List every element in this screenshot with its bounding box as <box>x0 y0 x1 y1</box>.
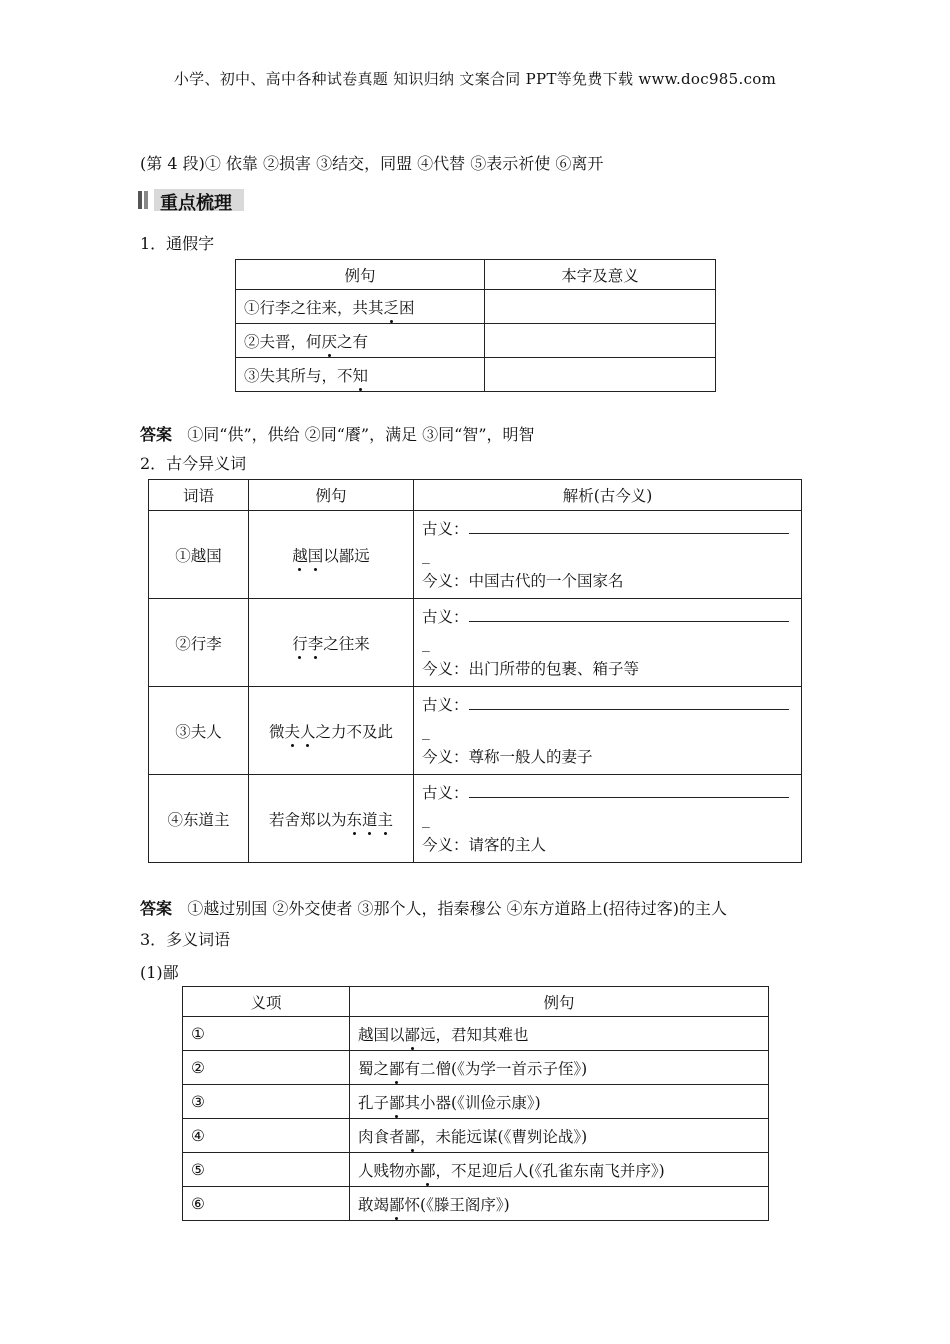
duoyi-table <box>182 986 769 1221</box>
example-cell: ②夫晋，何厌之有 <box>236 324 485 358</box>
section-title: 重点梳理 <box>160 193 232 214</box>
s1-title: 1．通假字 <box>140 234 215 253</box>
analysis-cell: 古义： _ 今义：中国古代的一个国家名 <box>414 511 802 599</box>
answer-blank[interactable] <box>469 783 789 798</box>
table-row <box>149 775 802 863</box>
table-header: 例句 <box>249 480 414 511</box>
example-cell: ③失其所与，不知 <box>236 358 485 392</box>
word-cell: ②行李 <box>149 599 249 687</box>
s2-answer: 答案 ①越过别国 ②外交使者 ③那个人，指秦穆公 ④东方道路上(招待过客)的主人 <box>140 899 728 918</box>
table-row <box>236 290 716 324</box>
table-header: 词语 <box>149 480 249 511</box>
sentence-cell: 若舍郑以为东道主 <box>249 775 414 863</box>
answer-blank[interactable] <box>469 607 789 622</box>
example-cell: 蜀之鄙有二僧(《为学一首示子侄》) <box>350 1051 769 1085</box>
answer-cell <box>485 358 716 392</box>
example-cell: 孔子鄙其小器(《训俭示康》) <box>350 1085 769 1119</box>
table-header: 本字及意义 <box>485 260 716 290</box>
num-cell: ⑥ <box>183 1187 350 1221</box>
table-row <box>183 1153 769 1187</box>
word-cell: ③夫人 <box>149 687 249 775</box>
table-row <box>183 1017 769 1051</box>
table-header: 例句 <box>350 987 769 1017</box>
example-cell: ①行李之往来，共其乏困 <box>236 290 485 324</box>
table-row <box>183 1051 769 1085</box>
tongjiazi-table <box>235 259 716 392</box>
table-row <box>236 324 716 358</box>
sentence-cell: 微夫人之力不及此 <box>249 687 414 775</box>
answer-cell <box>485 290 716 324</box>
sentence-cell: 行李之往来 <box>249 599 414 687</box>
s3-sub: (1)鄙 <box>140 963 179 982</box>
answer-blank[interactable] <box>469 695 789 710</box>
num-cell: ⑤ <box>183 1153 350 1187</box>
num-cell: ③ <box>183 1085 350 1119</box>
analysis-cell: 古义： _ 今义：出门所带的包裹、箱子等 <box>414 599 802 687</box>
s2-title: 2．古今异义词 <box>140 454 247 473</box>
num-cell: ① <box>183 1017 350 1051</box>
s1-answer: 答案 ①同“供”，供给 ②同“餍”，满足 ③同“智”，明智 <box>140 425 535 444</box>
section-heading <box>138 187 244 213</box>
analysis-cell: 古义： _ 今义：请客的主人 <box>414 775 802 863</box>
page-header: 小学、初中、高中各种试卷真题 知识归纳 文案合同 PPT等免费下载 www.doc985.com <box>173 70 777 88</box>
s3-title: 3．多义词语 <box>140 930 231 949</box>
answer-blank[interactable] <box>469 519 789 534</box>
para4-answers: (第 4 段)① 依靠 ②损害 ③结交，同盟 ④代替 ⑤表示祈使 ⑥离开 <box>140 154 604 173</box>
word-cell: ④东道主 <box>149 775 249 863</box>
example-cell: 肉食者鄙，未能远谋(《曹刿论战》) <box>350 1119 769 1153</box>
example-cell: 敢竭鄙怀(《滕王阁序》) <box>350 1187 769 1221</box>
table-row <box>149 687 802 775</box>
table-row <box>183 1187 769 1221</box>
table-row <box>183 1119 769 1153</box>
example-cell: 越国以鄙远，君知其难也 <box>350 1017 769 1051</box>
example-cell: 人贱物亦鄙，不足迎后人(《孔雀东南飞并序》) <box>350 1153 769 1187</box>
table-header: 义项 <box>183 987 350 1017</box>
table-row <box>236 358 716 392</box>
analysis-cell: 古义： _ 今义：尊称一般人的妻子 <box>414 687 802 775</box>
table-header: 解析(古今义) <box>414 480 802 511</box>
table-row <box>149 599 802 687</box>
heading-bars-icon <box>138 191 152 209</box>
word-cell: ①越国 <box>149 511 249 599</box>
table-row <box>183 1085 769 1119</box>
table-header: 例句 <box>236 260 485 290</box>
table-row <box>149 511 802 599</box>
num-cell: ② <box>183 1051 350 1085</box>
sentence-cell: 越国以鄙远 <box>249 511 414 599</box>
gujin-table <box>148 479 802 863</box>
num-cell: ④ <box>183 1119 350 1153</box>
answer-cell <box>485 324 716 358</box>
